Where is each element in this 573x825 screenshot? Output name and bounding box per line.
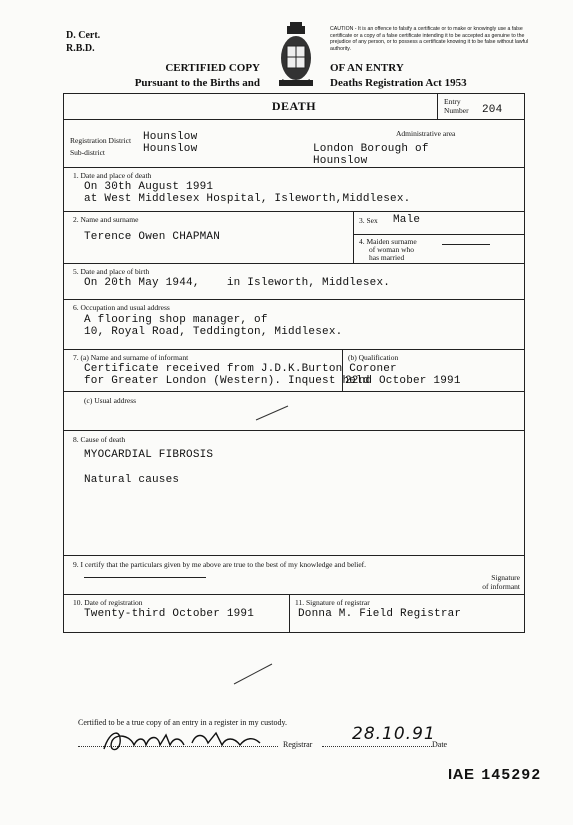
field-7c-label: (c) Usual address <box>84 396 137 405</box>
date-label: Date <box>432 740 448 749</box>
title-of-an-entry: OF AN ENTRY <box>330 62 404 74</box>
serial-digits: 145292 <box>481 767 542 784</box>
field-1-line-2: at West Middlesex Hospital, Isleworth,Middlesex. <box>84 193 411 205</box>
admin-area-value-2: Hounslow <box>313 155 368 167</box>
handwritten-signature <box>100 725 270 755</box>
pen-stroke-mark-2 <box>232 662 274 686</box>
serial-number <box>448 766 541 784</box>
field-5-value: On 20th May 1944, in Isleworth, Middlesex. <box>84 277 391 289</box>
field-11-value: Donna M. Field Registrar <box>298 608 462 620</box>
doc-code: D. Cert. <box>66 30 101 41</box>
field-6-line-2: 10, Royal Road, Teddington, Middlesex. <box>84 326 343 338</box>
admin-area-label: Administrative area <box>396 129 456 138</box>
number-label: Number <box>444 106 469 115</box>
field-8-line-2: Natural causes <box>84 474 180 486</box>
signature-label: Signature <box>491 573 520 582</box>
field-4-blank-line <box>442 244 490 245</box>
field-8-label: 8. Cause of death <box>73 435 126 444</box>
caution-text: CAUTION - It is an offence to falsify a certificate or to make or knowingly use a false certificate or a copy of a false certificate intending it to be accepted as genuine to the prejudice of any person, or to possess a certificate knowing it to be false without lawful authority. <box>330 26 529 52</box>
field-7b-label: (b) Qualification <box>348 353 399 362</box>
registration-district-value: Hounslow <box>143 131 198 143</box>
field-3-label: 3. Sex <box>359 216 378 225</box>
field-10-label: 10. Date of registration <box>73 598 143 607</box>
of-informant-label: of informant <box>482 582 520 591</box>
entry-label: Entry <box>444 97 461 106</box>
field-7b-value: 22nd October 1991 <box>345 375 461 387</box>
field-5-label: 5. Date and place of birth <box>73 267 150 276</box>
informant-signature-line <box>84 577 206 578</box>
form-heading: DEATH <box>271 99 317 113</box>
handwritten-date: 28.10.91 <box>352 724 436 744</box>
doc-sub-code: R.B.D. <box>66 43 95 54</box>
serial-prefix: IAE <box>448 766 475 783</box>
field-4-label <box>359 238 417 262</box>
field-4-label-line-1: 4. Maiden surname <box>359 237 417 246</box>
field-11-label: 11. Signature of registrar <box>295 598 370 607</box>
registration-district-label: Registration District <box>70 136 132 145</box>
title-certified-copy: CERTIFIED COPY <box>165 62 260 74</box>
certified-statement: Certified to be a true copy of an entry in a register in my custody. <box>78 718 287 727</box>
entry-number: 204 <box>482 104 503 116</box>
field-6-label: 6. Occupation and usual address <box>73 303 170 312</box>
field-3-value: Male <box>393 214 421 226</box>
field-7a-line-2: for Greater London (Western). Inquest held <box>84 375 370 387</box>
field-8-line-1: MYOCARDIAL FIBROSIS <box>84 449 214 461</box>
pen-stroke-mark <box>254 402 290 422</box>
field-7a-label: 7. (a) Name and surname of informant <box>73 353 189 362</box>
title-act: Deaths Registration Act 1953 <box>330 77 467 89</box>
subdistrict-value: Hounslow <box>143 143 198 155</box>
registrar-label: Registrar <box>283 740 313 749</box>
field-4-label-line-3: has married <box>369 253 405 262</box>
field-2-label: 2. Name and surname <box>73 215 139 224</box>
field-6-line-1: A flooring shop manager, of <box>84 314 268 326</box>
title-pursuant: Pursuant to the Births and <box>134 77 260 89</box>
field-10-value: Twenty-third October 1991 <box>84 608 255 620</box>
date-line <box>322 746 432 747</box>
field-1-label: 1. Date and place of death <box>73 171 152 180</box>
subdistrict-label: Sub-district <box>70 148 105 157</box>
field-1-line-1: On 30th August 1991 <box>84 181 214 193</box>
field-2-value: Terence Owen CHAPMAN <box>84 231 221 243</box>
field-4-label-line-2: of woman who <box>369 245 414 254</box>
royal-crest-icon <box>273 22 319 92</box>
field-9-label: 9. I certify that the particulars given by me above are true to the best of my knowledge and belief. <box>73 560 367 569</box>
field-7a-line-1: Certificate received from J.D.K.Burton Coroner <box>84 363 397 375</box>
admin-area-value-1: London Borough of <box>313 143 429 155</box>
